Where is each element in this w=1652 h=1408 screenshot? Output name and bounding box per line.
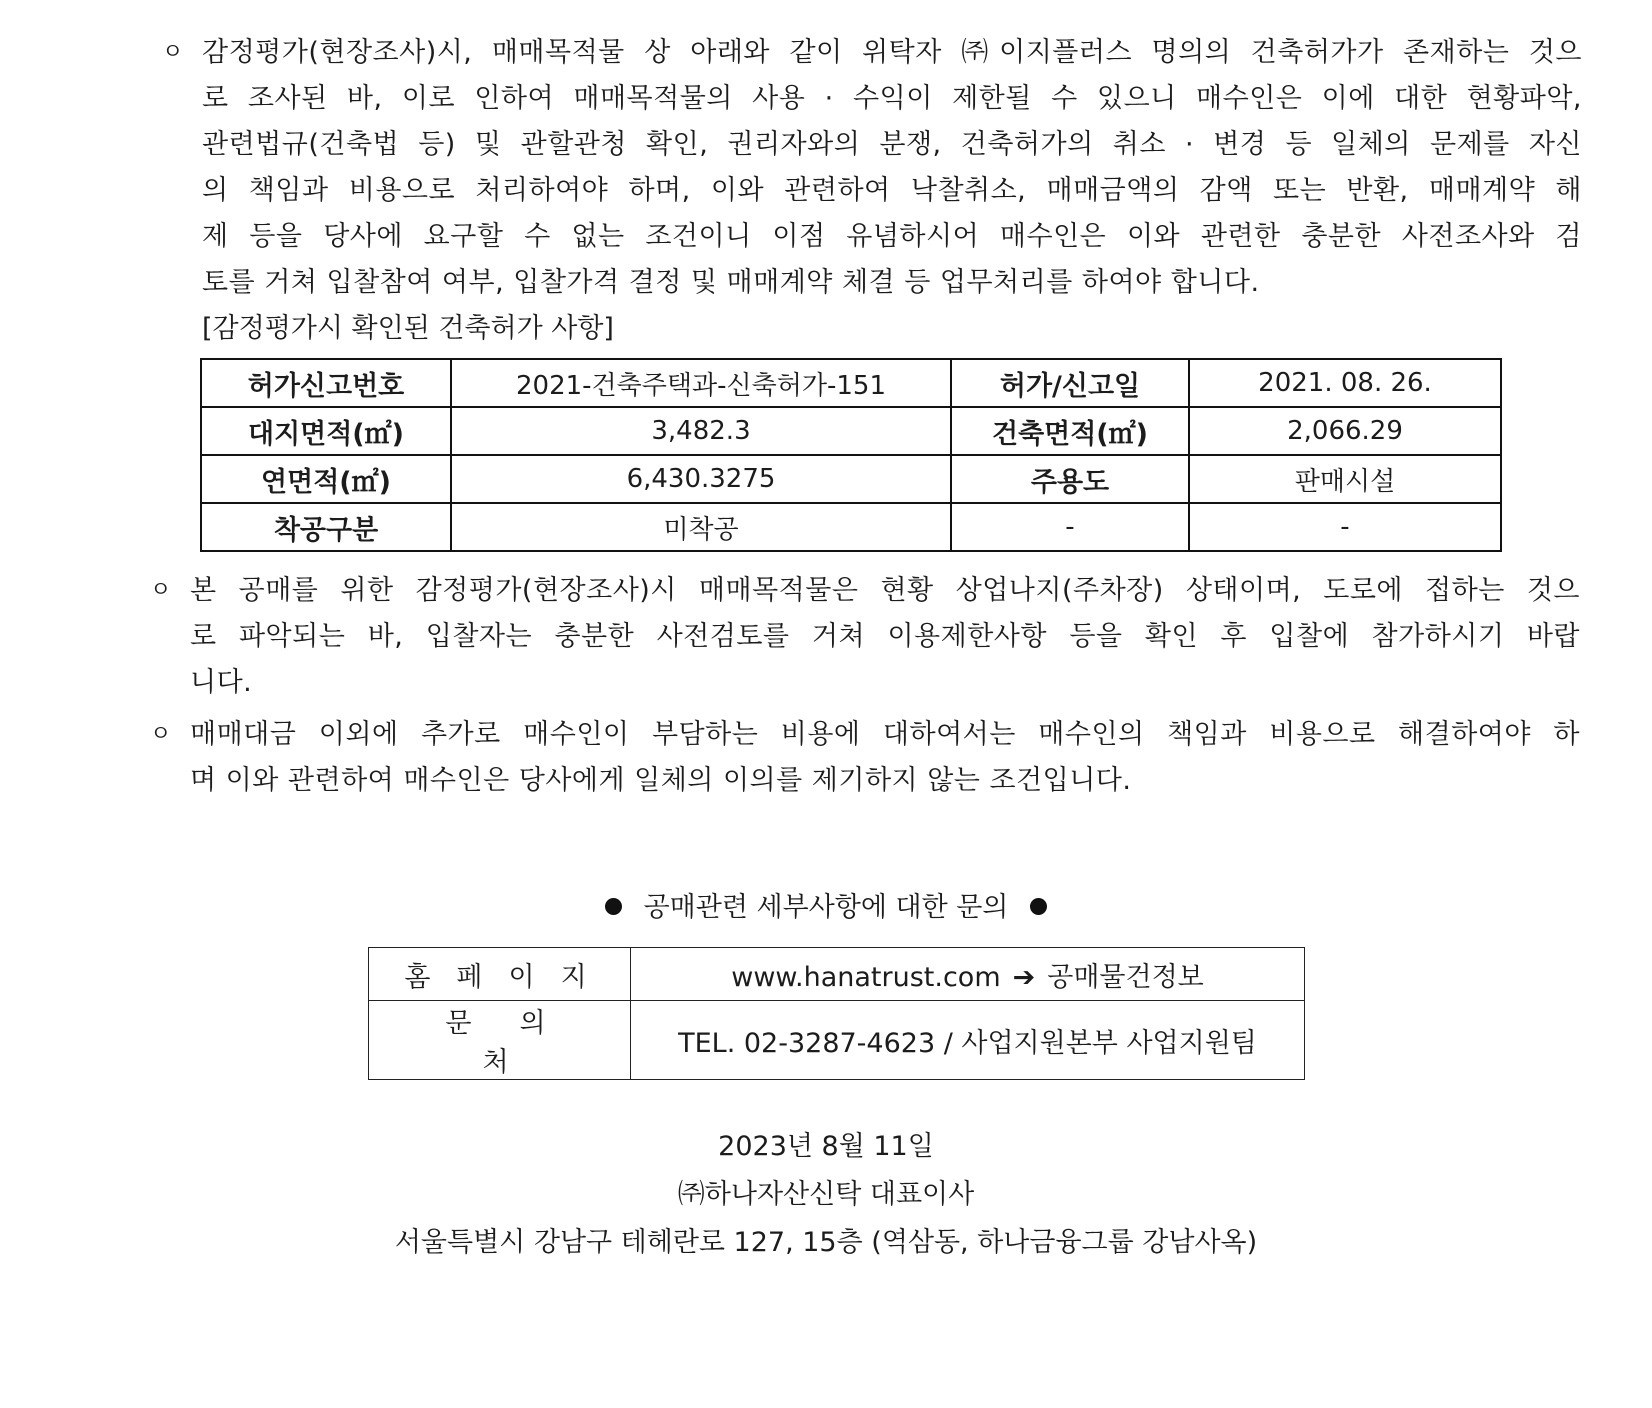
table-cell: 판매시설: [1189, 455, 1501, 503]
table-cell: 미착공: [451, 503, 951, 551]
bullet-marker: ㅇ: [150, 578, 172, 603]
homepage-link[interactable]: www.hanatrust.com: [731, 961, 1001, 993]
table-cell: 3,482.3: [451, 407, 951, 455]
table-cell: 2021-건축주택과-신축허가-151: [451, 359, 951, 407]
table-header-cell: 주용도: [951, 455, 1189, 503]
text-line: 제 등을 당사에 요구할 수 없는 조건이니 이점 유념하시어 매수인은 이와 관련한 충분한 사전조사와 검: [202, 221, 1582, 252]
bullet-dot-icon: [1030, 898, 1047, 915]
table-header-cell: 연면적(㎡): [201, 455, 451, 503]
notice-additional-costs-text: [190, 712, 1580, 804]
notice-site-status: [150, 568, 1580, 706]
notice-building-permit-text: [202, 30, 1582, 306]
table-header-cell: 허가/신고일: [951, 359, 1189, 407]
table-header-cell: 착공구분: [201, 503, 451, 551]
table-cell: 2021. 08. 26.: [1189, 359, 1501, 407]
notice-site-status-text: [190, 568, 1580, 706]
text-line: 매매대금 이외에 추가로 매수인이 부담하는 비용에 대하여서는 매수인의 책임과 비용으로 해결하여야 하: [190, 719, 1580, 750]
contact-title: [0, 885, 1652, 924]
issue-date: 2023년 8월 11일: [718, 1131, 934, 1162]
table-cell: 2,066.29: [1189, 407, 1501, 455]
table-header-cell: 허가신고번호: [201, 359, 451, 407]
inquiry-value: TEL. 02-3287-4623 / 사업지원본부 사업지원팀: [631, 1001, 1305, 1080]
permit-table: [200, 358, 1502, 552]
permit-table-caption: [감정평가시 확인된 건축허가 사항]: [202, 313, 614, 344]
table-cell: -: [951, 503, 1189, 551]
text-line: 토를 거쳐 입찰참여 여부, 입찰가격 결정 및 매매계약 체결 등 업무처리를 하여야 합니다.: [202, 267, 1260, 298]
table-header-cell: 대지면적(㎡): [201, 407, 451, 455]
text-line: 며 이와 관련하여 매수인은 당사에게 일체의 이의를 제기하지 않는 조건입니다.: [190, 765, 1132, 796]
homepage-section: 공매물건정보: [1047, 961, 1204, 993]
text-line: 로 조사된 바, 이로 인하여 매매목적물의 사용 · 수익이 제한될 수 있으니 매수인은 이에 대한 현황파악,: [202, 83, 1582, 114]
text-line: 로 파악되는 바, 입찰자는 충분한 사전검토를 거쳐 이용제한사항 등을 확인 후 입찰에 참가하시기 바랍: [190, 621, 1580, 652]
contact-title-text: 공매관련 세부사항에 대한 문의: [643, 892, 1009, 923]
notice-building-permit: [162, 30, 1582, 352]
table-row: [369, 1001, 1305, 1080]
inquiry-label: 문의처: [369, 1001, 631, 1080]
table-cell: -: [1189, 503, 1501, 551]
homepage-cell: [631, 948, 1305, 1001]
text-line: 의 책임과 비용으로 처리하여야 하며, 이와 관련하여 낙찰취소, 매매금액의 감액 또는 반환, 매매계약 해: [202, 175, 1582, 206]
company-name: ㈜하나자산신탁 대표이사: [677, 1179, 975, 1210]
company-address: 서울특별시 강남구 테헤란로 127, 15층 (역삼동, 하나금융그룹 강남사옥): [394, 1227, 1258, 1258]
bullet-marker: ㅇ: [162, 40, 184, 65]
table-row: [369, 948, 1305, 1001]
table-row: [201, 503, 1501, 551]
table-row: [201, 407, 1501, 455]
table-row: [201, 359, 1501, 407]
contact-table: [368, 947, 1305, 1080]
bullet-dot-icon: [605, 898, 622, 915]
arrow-right-icon: ➔: [1012, 961, 1036, 993]
bullet-marker: ㅇ: [150, 722, 172, 747]
text-line: 본 공매를 위한 감정평가(현장조사)시 매매목적물은 현황 상업나지(주차장) 상태이며, 도로에 접하는 것으: [190, 575, 1580, 606]
table-row: [201, 455, 1501, 503]
text-line: 감정평가(현장조사)시, 매매목적물 상 아래와 같이 위탁자 ㈜이지플러스 명의의 건축허가가 존재하는 것으: [202, 37, 1582, 68]
table-header-cell: 건축면적(㎡): [951, 407, 1189, 455]
notice-additional-costs: [150, 712, 1580, 804]
table-cell: 6,430.3275: [451, 455, 951, 503]
homepage-label: 홈페이지: [369, 948, 631, 1001]
text-line: 니다.: [190, 667, 253, 698]
text-line: 관련법규(건축법 등) 및 관할관청 확인, 권리자와의 분쟁, 건축허가의 취소 · 변경 등 일체의 문제를 자신: [202, 129, 1582, 160]
